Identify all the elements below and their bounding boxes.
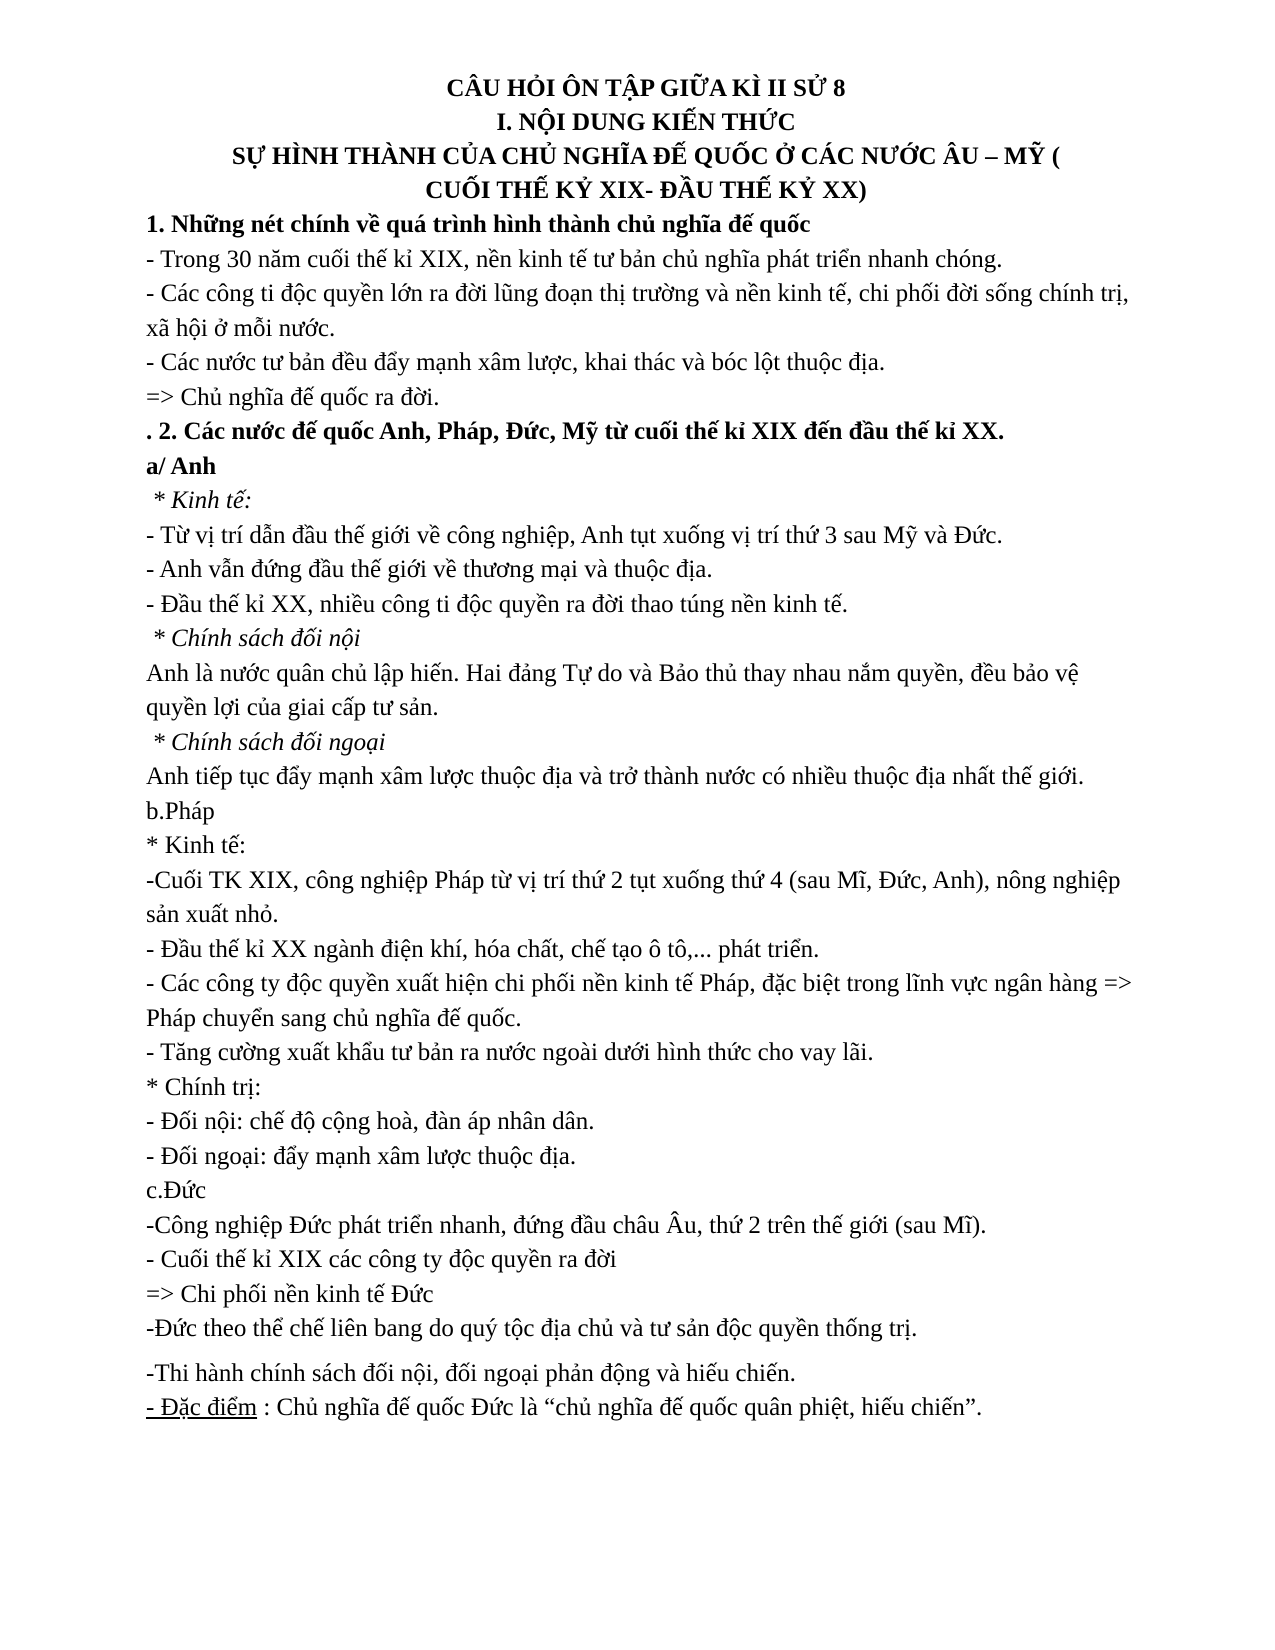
subsection-anh-heading: a/ Anh [146, 452, 217, 480]
paragraph: -Đức theo thể chế liên bang do quý tộc địa chủ và tư sản độc quyền thống trị. [146, 1315, 918, 1342]
paragraph: - Từ vị trí dẫn đầu thế giới về công nghiệp, Anh tụt xuống vị trí thứ 3 sau Mỹ và Đức. [146, 521, 1003, 549]
paragraph: => Chủ nghĩa đế quốc ra đời. [146, 383, 440, 411]
feature-text: : Chủ nghĩa đế quốc Đức là “chủ nghĩa đế quốc quân phiệt, hiếu chiến”. [257, 1394, 983, 1421]
doc-title-1: CÂU HỎI ÔN TẬP GIỮA KÌ II SỬ 8 [446, 75, 846, 102]
doc-title-3: SỰ HÌNH THÀNH CỦA CHỦ NGHĨA ĐẾ QUỐC Ở CÁC NƯỚC ÂU – MỸ ( [231, 143, 1061, 170]
doc-title-4: CUỐI THẾ KỶ XIX- ĐẦU THẾ KỶ XX) [425, 177, 867, 204]
section-2-heading: . 2. Các nước đế quốc Anh, Pháp, Đức, Mỹ từ cuối thế kỉ XIX đến đầu thế kỉ XX. [146, 418, 1005, 445]
section-1-heading: 1. Những nét chính về quá trình hình thành chủ nghĩa đế quốc [146, 211, 811, 238]
subsection-duc-heading: c.Đức [146, 1177, 207, 1204]
paragraph: - Tăng cường xuất khẩu tư bản ra nước ngoài dưới hình thức cho vay lãi. [146, 1039, 874, 1066]
anh-domestic-label: * Chính sách đối nội [146, 625, 361, 652]
paragraph: Anh tiếp tục đẩy mạnh xâm lược thuộc địa và trở thành nước có nhiều thuộc địa nhất thế giới. [146, 763, 1085, 790]
feature-label: - Đặc điểm [146, 1394, 258, 1421]
subsection-phap-heading: b.Pháp [146, 797, 215, 825]
document-page [146, 72, 1146, 1426]
phap-econ-label: * Kinh tế: [146, 832, 246, 859]
spacer [146, 1347, 1146, 1357]
feature-line [146, 1391, 1146, 1426]
paragraph: - Các công ti độc quyền lớn ra đời lũng đoạn thị trường và nền kinh tế, chi phối đời sống chính trị, xã hội ở mỗi nước. [146, 280, 1129, 342]
paragraph: - Đối nội: chế độ cộng hoà, đàn áp nhân dân. [146, 1108, 595, 1135]
paragraph: -Công nghiệp Đức phát triển nhanh, đứng đầu châu Âu, thứ 2 trên thế giới (sau Mĩ). [146, 1211, 987, 1239]
paragraph: - Đầu thế kỉ XX, nhiều công ti độc quyền ra đời thao túng nền kinh tế. [146, 590, 848, 618]
paragraph: - Các công ty độc quyền xuất hiện chi phối nền kinh tế Pháp, đặc biệt trong lĩnh vực ngân hàng => Pháp chuyển sang chủ nghĩa đế quốc. [146, 970, 1132, 1032]
paragraph: => Chi phối nền kinh tế Đức [146, 1280, 434, 1308]
anh-econ-label: * Kinh tế: [146, 487, 253, 514]
doc-title-2: I. NỘI DUNG KIẾN THỨC [496, 109, 796, 136]
paragraph: - Trong 30 năm cuối thế kỉ XIX, nền kinh tế tư bản chủ nghĩa phát triển nhanh chóng. [146, 245, 1003, 273]
paragraph: - Các nước tư bản đều đẩy mạnh xâm lược, khai thác và bóc lột thuộc địa. [146, 349, 886, 376]
paragraph: - Anh vẫn đứng đầu thế giới về thương mại và thuộc địa. [146, 556, 713, 583]
paragraph: -Cuối TK XIX, công nghiệp Pháp từ vị trí thứ 2 tụt xuống thứ 4 (sau Mĩ, Đức, Anh), nông nghiệp sản xuất nhỏ. [146, 866, 1121, 928]
phap-pol-label: * Chính trị: [146, 1073, 262, 1101]
paragraph: - Đối ngoại: đẩy mạnh xâm lược thuộc địa. [146, 1142, 577, 1170]
paragraph: -Thi hành chính sách đối nội, đối ngoại phản động và hiếu chiến. [146, 1359, 796, 1387]
paragraph: - Cuối thế kỉ XIX các công ty độc quyền ra đời [146, 1246, 617, 1273]
paragraph: Anh là nước quân chủ lập hiến. Hai đảng Tự do và Bảo thủ thay nhau nắm quyền, đều bảo vệ quyền lợi của giai cấp tư sản. [146, 659, 1079, 721]
paragraph: - Đầu thế kỉ XX ngành điện khí, hóa chất, chế tạo ô tô,... phát triển. [146, 935, 820, 963]
anh-foreign-label: * Chính sách đối ngoại [146, 728, 386, 756]
